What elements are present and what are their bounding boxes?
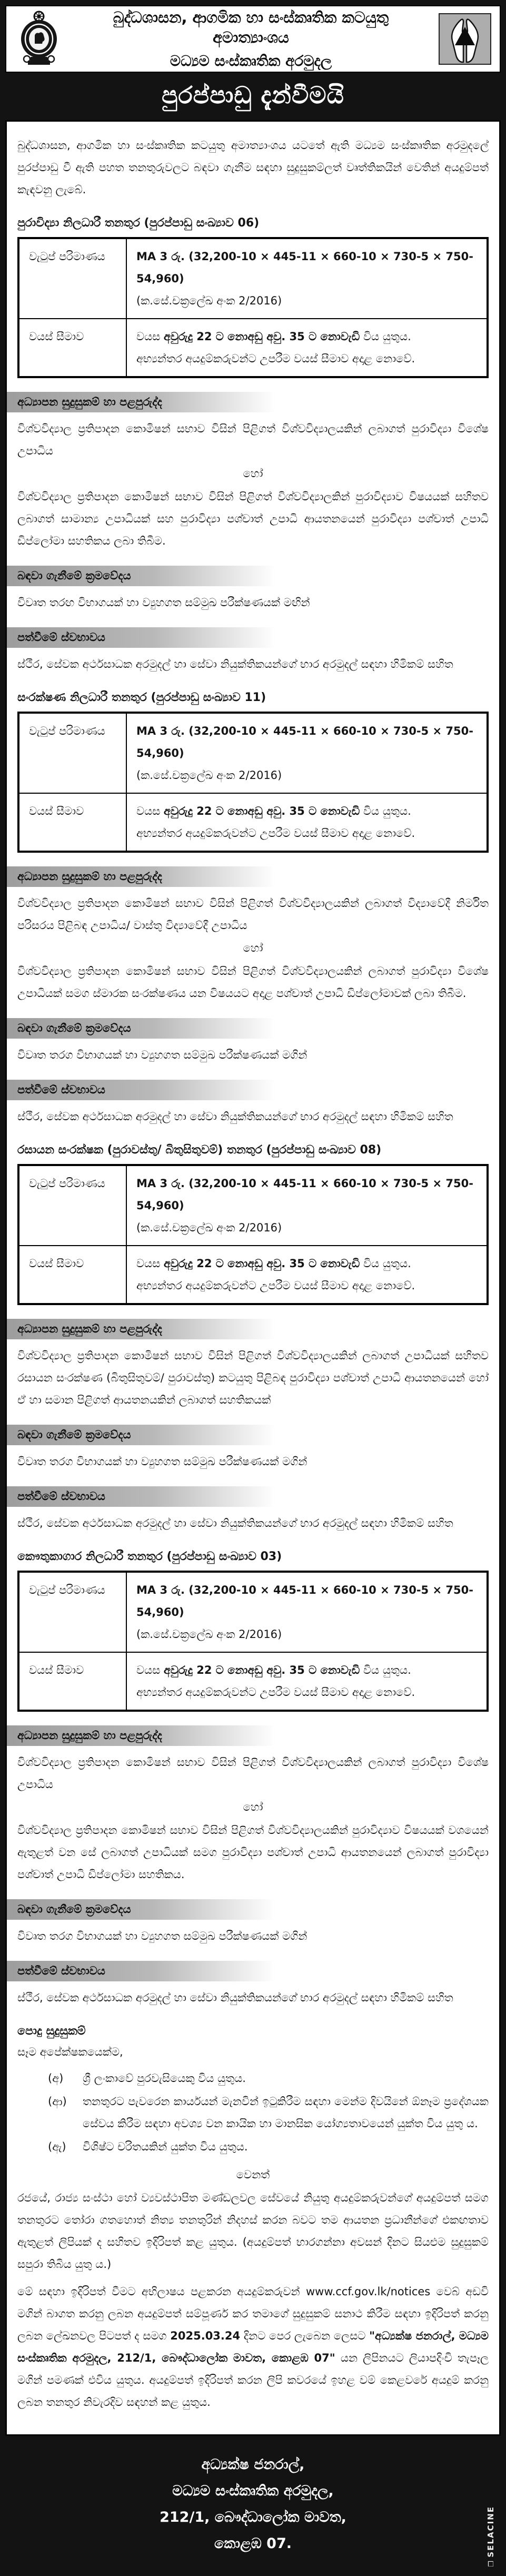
recruitment-paragraph: විවෘත තරඟ විභාගයක් හා ව්‍යුහගත සම්මුඛ පරීක්ෂණයක් මඟින් xyxy=(17,596,310,609)
age-value xyxy=(126,1652,488,1711)
qualification-item xyxy=(17,2090,489,2135)
position-section-museum-officer xyxy=(17,1550,489,2009)
salary-label: වැටුප් පරිමාණය xyxy=(18,1165,126,1246)
salary-circular: (ක.සේ.චක්‍රලේඛ අංක 2/2016) xyxy=(136,769,282,782)
or-divider: හෝ xyxy=(243,467,263,480)
salary-value xyxy=(126,238,488,319)
position-section-archaeology-officer xyxy=(17,216,489,675)
education-paragraph: විශ්වවිද්‍යාල ප්‍රතිපාදන කොමිෂන් සභාව විසින් පිළිගත් විශ්වවිද්‍යාලයකින් ලබාගත් පුරාවිද්‍යා විශේෂ උපාධියක් සමග ස්මාරක සංරක්ෂණය යන විෂයයට අදාළ පශ්චාත් උපාධි ඩිප්ලෝමාවක් ලබා තිබීම. xyxy=(17,965,489,1000)
education-paragraph: විශ්වවිද්‍යාල ප්‍රතිපාදන කොමිෂන් සභාව විසින් පිළිගත් විශ්වවිද්‍යාලයකින් ලබාගත් පුරාවිද්‍යා විශේෂ උපාධිය xyxy=(17,1756,489,1791)
masthead xyxy=(5,5,501,73)
general-qualifications-intro: සෑම අපේක්ෂකයෙක්ම, xyxy=(17,2046,123,2058)
age-internal-note: අභ්‍යන්තර අයදුම්කරුවන්ට උපරීම වයස් සීමාව අදාළ නොවේ. xyxy=(136,827,415,840)
age-label: වයස් සීමාව xyxy=(18,1246,126,1304)
selacine-brand-text: SELACINE xyxy=(486,2506,495,2558)
or-divider: හෝ xyxy=(243,942,263,954)
ccf-notices-url: www.ccf.gov.lk/notices xyxy=(305,2285,431,2298)
education-section-header: අධ්‍යාපන සුදුසුකම් හා පළපුරුද්ද xyxy=(7,1725,275,1746)
table-row xyxy=(18,238,488,319)
closing-text: මේ සඳහා ඉදිරිපත් වීමට අභිලාෂය පළකරන අයදුම්කරුවන් xyxy=(17,2285,306,2298)
position-title: පුරාවිද්‍යා නිලධාරී තනතුර (පුරප්පාඩු සංඛ්‍යාව 06) xyxy=(17,216,260,230)
age-value xyxy=(126,793,488,852)
table-row xyxy=(18,793,488,852)
footer-address-line: මධ්‍යම සංස්කෘතික අරමුදල, xyxy=(172,2482,334,2499)
recruitment-paragraph: විවෘත තරග විභාගයක් හා ව්‍යුහගත සම්මුඛ පරීක්ෂණයක් මගින් xyxy=(17,1930,307,1942)
age-value xyxy=(126,1246,488,1304)
notice-body xyxy=(5,120,501,2436)
salary-circular: (ක.සේ.චක්‍රලේඛ අංක 2/2016) xyxy=(136,1628,282,1641)
appointment-section-header: පත්වීමේ ස්වභාවය xyxy=(7,1486,275,1507)
sri-lanka-emblem-icon xyxy=(15,10,63,68)
age-label: වයස් සීමාව xyxy=(18,1652,126,1711)
salary-age-table xyxy=(17,237,489,378)
salary-scale: MA 3 රු. (32,200-10 × 445-11 × 660-10 × 730-5 × 750-54,960) xyxy=(136,1177,473,1212)
salary-value xyxy=(126,1572,488,1652)
salary-age-table xyxy=(17,1164,489,1305)
education-section-header: අධ්‍යාපන සුදුසුකම් හා පළපුරුද්ද xyxy=(7,1319,275,1339)
item-marker: (අ) xyxy=(48,2072,64,2085)
salary-label: වැටුප් පරිමාණය xyxy=(18,238,126,319)
education-section-header: අධ්‍යාපන සුදුසුකම් හා පළපුරුද්ද xyxy=(7,392,275,412)
age-label: වයස් සීමාව xyxy=(18,793,126,852)
education-paragraph: විශ්වවිද්‍යාල ප්‍රතිපාදන කොමිෂන් සභාව විසින් පිළිගත් විශ්වවිද්‍යාලයකින් ලබාගත් පුරාවිද්‍යා විශේෂ උපාධිය xyxy=(17,422,489,457)
appointment-section-header: පත්වීමේ ස්වභාවය xyxy=(7,1961,275,1981)
footer-address-block xyxy=(5,2436,501,2576)
education-paragraph: විශ්වවිද්‍යාල ප්‍රතිපාදන කොමිෂන් සභාව විසින් පිළිගත් විශ්වවිද්‍යාලකින් පුරාවිද්‍යාව විෂයයක් සහිතව ලබාගත් සාමාන්‍ය උපාධියක් සහ පුරාවිද්‍යා පශ්චාත් උපාධි ආයතනයෙන් පුරාවිද්‍යා පශ්චාත් උපාධි ඩිප්ලෝමා සහතිකය ලබා තිබීම. xyxy=(17,490,489,547)
salary-value xyxy=(126,1165,488,1246)
closing-text: යන ලිපිනයට ලියාපදිංචි තැපෑල මගින් පමණක් එවිය යුතුය. අයදුම්පත් ඉදිරිපත් කරන ලිපි කවරයේ ඉහළ වම් කෙළවරේ අයදුම් කරනු ලබන තනතුර නිවැරදිව සඳහන් කළ යුතුය. xyxy=(17,2352,489,2409)
appointment-section-header: පත්වීමේ ස්වභාවය xyxy=(7,1080,275,1100)
table-row xyxy=(18,713,488,793)
table-row xyxy=(18,1572,488,1652)
position-section-conservation-officer xyxy=(17,691,489,1128)
salary-age-table xyxy=(17,712,489,853)
closing-text: වෙබ් අඩවි මගින් බාගත කරනු ලබන අයදුම්පත් සම්පූර්ණ කර තමාගේ සුදුසුකම් සනාථ කිරීම සඳහා ඉදිරිපත් කරනු ලබන ලේඛනවල පිටපත් ද සමග xyxy=(17,2285,489,2342)
salary-scale: MA 3 රු. (32,200-10 × 445-11 × 660-10 × 730-5 × 750-54,960) xyxy=(136,1584,473,1618)
ministry-title: බුද්ධශාසන, ආගමික හා සංස්කෘතික කටයුතු අමාත්‍යාංශය xyxy=(113,8,389,46)
footer-address-line: අධ්‍යක්ෂ ජනරාල්, xyxy=(201,2456,305,2473)
recruitment-section-header: බඳවා ගැනීමේ ක්‍රමවේදය xyxy=(7,566,275,586)
recruitment-section-header: බඳවා ගැනීමේ ක්‍රමවේදය xyxy=(7,1018,275,1039)
education-paragraph: විශ්වවිද්‍යාල ප්‍රතිපාදන කොමිෂන් සභාව විසින් පිළිගත් විශ්වවිද්‍යාලයකින් ලබාගත් විද්‍යාවේදී නිර්මිත පරිසරය පිළිබඳ උපාධිය/ වාස්තු විද්‍යාවේදී උපාධිය xyxy=(17,897,489,932)
age-internal-note: අභ්‍යන්තර අයදුම්කරුවන්ට උපරීම වයස් සීමාව අදාළ නොවේ. xyxy=(136,1686,415,1699)
closing-paragraph xyxy=(17,2281,489,2413)
salary-label: වැටුප් පරිමාණය xyxy=(18,1572,126,1652)
intro-paragraph: බුද්ධශාසන, ආගමික හා සංස්කෘතික කටයුතු අමාත්‍යාංශය යටතේ ඇති මධ්‍යම සංස්කෘතික අරමුදලේ පුරප්පාඩු වී ඇති පහත තනතුරුවලට බඳවා ගැනීම සඳහා සුදුසුකම්ලත් වෘත්තිකයින් වෙතින් අයදුම්පත් කැඳවනු ලැබේ. xyxy=(17,139,489,196)
position-title: සංරක්ෂණ නිලධාරී තනතුර (පුරප්පාඩු සංඛ්‍යාව 11) xyxy=(17,691,266,704)
age-value xyxy=(126,319,488,377)
appointment-paragraph: ස්ථීර, සේවක අර්ථසාධක අරමුදල් හා සේවා නියුක්තිකයන්ගේ භාර අරමුදල් සඳහා හිමිකම් සහිත xyxy=(17,658,453,670)
appointment-paragraph: ස්ථීර, සේවක අර්ථසාධක අරමුදල් හා සේවා නියුක්තිකයන්ගේ භාර අරමුදල් සඳහා හිමිකම් සහිත xyxy=(17,1991,453,2004)
postal-address-inline: "අධ්‍යක්ෂ ජනරාල්, මධ්‍යම සංස්කෘතික අරමුදල, 212/1, බෞද්ධාලෝක මාවත, කොළඹ 07" xyxy=(17,2330,489,2364)
footer-address-line: කොළඹ 07. xyxy=(214,2535,292,2552)
recruitment-paragraph: විවෘත තරග විභාගයක් හා ව්‍යුහගත සම්මුඛ පරීක්ෂණයක් මගින් xyxy=(17,1049,307,1061)
salary-circular: (ක.සේ.චක්‍රලේඛ අංක 2/2016) xyxy=(136,1221,282,1234)
or-divider: හෝ xyxy=(243,1801,263,1813)
recruitment-paragraph: විවෘත තරග විභාගයක් හා ව්‍යුහගත සම්මුඛ පරීක්ෂණයක් මගින් xyxy=(17,1455,307,1468)
application-deadline-date: 2025.03.24 xyxy=(170,2330,241,2342)
age-internal-note: අභ්‍යන්තර අයදුම්කරුවන්ට උපරීම වයස් සීමාව අදාළ නොවේ. xyxy=(136,352,415,365)
table-row xyxy=(18,1246,488,1304)
position-title: කෞතුකාගාර නිලධාරී තනතුර (පුරප්පාඩු සංඛ්‍යාව 03) xyxy=(17,1550,282,1563)
general-qualifications-title: පොදු සුදුසුකම් xyxy=(17,2025,86,2038)
salary-scale: MA 3 රු. (32,200-10 × 445-11 × 660-10 × 730-5 × 750-54,960) xyxy=(136,725,473,759)
age-limit-line: වයස අවුරුදු 22 ට නොඅඩු අවු. 35 ට නොවැඩි විය යුතුය. xyxy=(136,1664,411,1676)
footer-address-line: 212/1, බෞද්ධාලෝක මාවත, xyxy=(160,2509,346,2525)
age-internal-note: අභ්‍යන්තර අයදුම්කරුවන්ට උපරීම වයස් සීමාව අදාළ නොවේ. xyxy=(136,1279,415,1292)
appointment-paragraph: ස්ථීර, සේවක අර්ථසාධක අරමුදල් හා සේවා නියුක්තිකයන්ගේ භාර අරමුදල් සඳහා හිමිකම් සහිත xyxy=(17,1517,453,1529)
qualification-item xyxy=(17,2136,489,2158)
education-paragraph: විශ්වවිද්‍යාල ප්‍රතිපාදන කොමිෂන් සභාව විසින් පිළිගත් විශ්වවිද්‍යාලයකින් ලබාගත් උපාධියක් සහිතව රසායන සංරක්ෂණ (බිතුසිතුවම්/ පුරාවස්තු) කටයුතු පිළිබඳ පුරාවිද්‍යා පශ්චාත් උපාධි ආයතනයෙන් හෝ ඒ හා සමාන පිළිගත් ආයතනයකින් ලබාගත් සහතිකයක් xyxy=(17,1349,489,1406)
salary-age-table xyxy=(17,1571,489,1712)
position-title: රසායන සංරක්ෂක (පුරාවස්තු/ බිතුසිතුවම්) තනතුර (පුරප්පාඩු සංඛ්‍යාව 08) xyxy=(17,1143,382,1157)
other-paragraph: රජයේ, රාජ්‍ය සංස්ථා හෝ ව්‍යවස්ථාපිත මණ්ඩලවල සේවයේ නියුතු අයදුම්කරුවන්ගේ අයදුම්පත් සමග තනතුරට තෝරා ගතහොත් නිත්‍ය තනතුරින් නිදහස් කරන බවට තම ආයතන ප්‍රධානීන්ගේ එකඟතාව ඇතුළත් ලිපියක් ද සහිතව ඉදිරිපත් කළ යුතුය. (අයදුම්පත් භාරගන්නා අවසන් දිනට සියළුම සුදුසුකම් සපුරා තිබිය යුතු ය.) xyxy=(17,2192,489,2271)
salary-scale: MA 3 රු. (32,200-10 × 445-11 × 660-10 × 730-5 × 750- 54,960) xyxy=(136,250,473,285)
salary-value xyxy=(126,713,488,793)
appointment-paragraph: ස්ථීර, සේවක අර්ථසාධක අරමුදල් හා සේවා නියුක්තිකයන්ගේ භාර අරමුදල් සඳහා හිමිකම් සහිත xyxy=(17,1110,453,1123)
age-label: වයස් සීමාව xyxy=(18,319,126,377)
table-row xyxy=(18,1652,488,1711)
vacancy-banner: පුරප්පාඩු දැන්වීමයි xyxy=(162,81,344,109)
age-limit-line: වයස අවුරුදු 22 ට නොඅඩු අවු. 35 ට නොවැඩි විය යුතුය. xyxy=(136,805,411,817)
selacine-logo-icon: ❑ xyxy=(487,2559,495,2568)
ccf-logo-icon xyxy=(439,13,491,65)
item-text: විශිෂ්ට චරිතයකින් යුක්ත විය යුතුය. xyxy=(83,2140,248,2153)
fund-title: මධ්‍යම සංස්කෘතික අරමුදල xyxy=(170,52,332,70)
position-section-chemical-conservator xyxy=(17,1143,489,1534)
salary-circular: (ක.සේ.චක්‍රලේඛ අංක 2/2016) xyxy=(136,294,282,307)
age-limit-line: වයස අවුරුදු 22 ට නොඅඩු අවු. 35 ට නොවැඩි විය යුතුය. xyxy=(136,1257,411,1270)
item-text: ශ්‍රී ලංකාවේ පුරවැසියෙකු විය යුතුය. xyxy=(83,2072,246,2085)
recruitment-section-header: බඳවා ගැනීමේ ක්‍රමවේදය xyxy=(7,1425,275,1445)
masthead-titles xyxy=(73,8,429,70)
recruitment-section-header: බඳවා ගැනීමේ ක්‍රමවේදය xyxy=(7,1899,275,1920)
education-paragraph: විශ්වවිද්‍යාල ප්‍රතිපාදන කොමිෂන් සභාව විසින් පිළිගත් විශ්වවිද්‍යාලයකින් පුරාවිද්‍යාව විෂයයක් වශයෙන් ඇතුළත් වන සේ ලබාගත් උපාධියක් සමග පුරාවිද්‍යා පශ්චාත් උපාධි ආයතනයෙන් ලබාගත් පුරාවිද්‍යා පශ්චාත් උපාධි ඩිප්ලෝමා සහතිකය. xyxy=(17,1824,489,1881)
age-limit-line: වයස අවුරුදු 22 ට නොඅඩු අවු. 35 ට නොවැඩි විය යුතුය. xyxy=(136,330,411,343)
salary-label: වැටුප් පරිමාණය xyxy=(18,713,126,793)
selacine-brand xyxy=(486,2506,495,2568)
table-row xyxy=(18,1165,488,1246)
closing-text: දිනට පෙර ලැබෙන ලෙසට xyxy=(240,2330,370,2342)
item-marker: (ආ) xyxy=(48,2095,67,2108)
education-section-header: අධ්‍යාපන සුදුසුකම් හා පළපුරුද්ද xyxy=(7,866,275,887)
item-marker: (ඇ) xyxy=(48,2140,66,2153)
other-divider: වෙනත් xyxy=(236,2168,270,2181)
table-row xyxy=(18,319,488,377)
general-qualifications-section xyxy=(17,2025,489,2275)
appointment-section-header: පත්වීමේ ස්වභාවය xyxy=(7,627,275,648)
qualification-item xyxy=(17,2067,489,2089)
item-text: තනතුරට පැවරෙන කාර්යයන් මැනවින් ඉටුකිරීම සඳහා මෙන්ම දිවයිනේ ඕනෑම ප්‍රදේශයක සේවය කිරීම සඳහා අවශ්‍ය වන කායික හා මානසික යෝග්‍යතාවයෙන් යුක්ත විය යුතු ය. xyxy=(83,2095,489,2130)
